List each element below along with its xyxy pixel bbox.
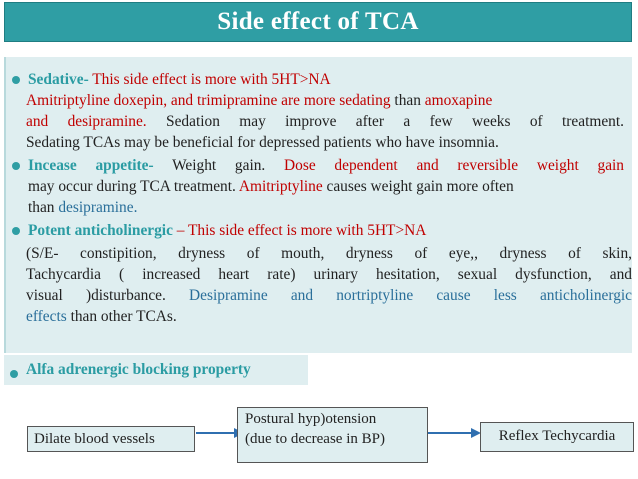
bullet-alfa — [4, 355, 308, 385]
anticholinergic-l4b: than other TCAs. — [66, 308, 177, 325]
appetite-t2: Dose dependent and reversible weight gain — [284, 157, 625, 174]
bullet-dot-icon — [12, 227, 20, 235]
anticholinergic-heading: Potent anticholinergic — [28, 222, 173, 239]
anticholinergic-l3b: Desipramine and nortriptyline cause less anticholinergic — [189, 287, 632, 304]
flow-box-reflex-label: Reflex Techycardia — [498, 428, 616, 444]
sedative-heading-rest: This side effect is more with 5HT>NA — [88, 71, 331, 88]
sedative-line-2 — [26, 111, 624, 132]
anticholinergic-heading-rest: – This side effect is more with 5HT>NA — [172, 222, 427, 239]
sedative-p1c: amoxapine — [424, 92, 493, 109]
arrow-icon — [428, 425, 483, 441]
anticholinergic-l2: Tachycardia ( increased heart rate) urinary hesitation, sexual dysfunction, and — [26, 266, 632, 283]
content-panel — [4, 57, 632, 353]
sedative-p3: Sedating TCAs may be beneficial for depressed patients who have insomnia. — [26, 134, 499, 151]
flow-box-dilate — [27, 426, 195, 452]
anticholinergic-line-1 — [26, 243, 632, 264]
bullet-dot-icon — [12, 162, 20, 170]
flow-box-dilate-label: Dilate blood vessels — [34, 431, 155, 447]
appetite-t1: Weight gain. — [153, 157, 285, 174]
appetite-t5: causes weight gain more often — [322, 178, 514, 195]
flow-box-postural-line2: (due to decrease in BP) — [245, 431, 385, 447]
sedative-line-3 — [26, 132, 624, 153]
appetite-t3: may occur during TCA treatment. — [28, 178, 239, 195]
sedative-line-1 — [26, 90, 624, 111]
anticholinergic-l1: (S/E- constipition, dryness of mouth, dryness of eye,, dryness of skin, — [26, 245, 632, 262]
page-title: Side effect of TCA — [217, 8, 419, 35]
appetite-t6: than — [28, 199, 59, 216]
flow-box-reflex — [480, 422, 634, 452]
appetite-line-2 — [28, 176, 624, 197]
bullet-sedative — [12, 69, 331, 90]
sedative-p1: Amitriptyline doxepin, and trimipramine are more sedating — [26, 92, 391, 109]
alfa-heading: Alfa adrenergic blocking property — [26, 361, 251, 378]
appetite-heading: Incease appetite- — [28, 157, 154, 174]
anticholinergic-l4a: effects — [26, 308, 67, 325]
flow-box-postural — [237, 407, 428, 463]
sedative-p1b: than — [390, 92, 425, 109]
anticholinergic-line-4 — [26, 306, 632, 327]
bullet-appetite — [12, 155, 624, 176]
bullet-anticholinergic — [12, 220, 426, 241]
anticholinergic-l3a: visual )disturbance. — [26, 287, 190, 304]
title-bar — [4, 2, 632, 42]
anticholinergic-line-3 — [26, 285, 632, 306]
appetite-t7: desipramine. — [58, 199, 138, 216]
sedative-p2b: Sedation may improve after a few weeks of treatment. — [146, 113, 624, 130]
flow-box-postural-line1: Postural hyp)otension — [245, 411, 377, 427]
appetite-line-3 — [28, 197, 624, 218]
sedative-heading: Sedative- — [28, 71, 89, 88]
appetite-t4: Amitriptyline — [238, 178, 323, 195]
sedative-p2: and desipramine. — [26, 113, 147, 130]
bullet-dot-icon — [12, 76, 20, 84]
bullet-dot-icon — [10, 370, 18, 378]
anticholinergic-line-2 — [26, 264, 632, 285]
